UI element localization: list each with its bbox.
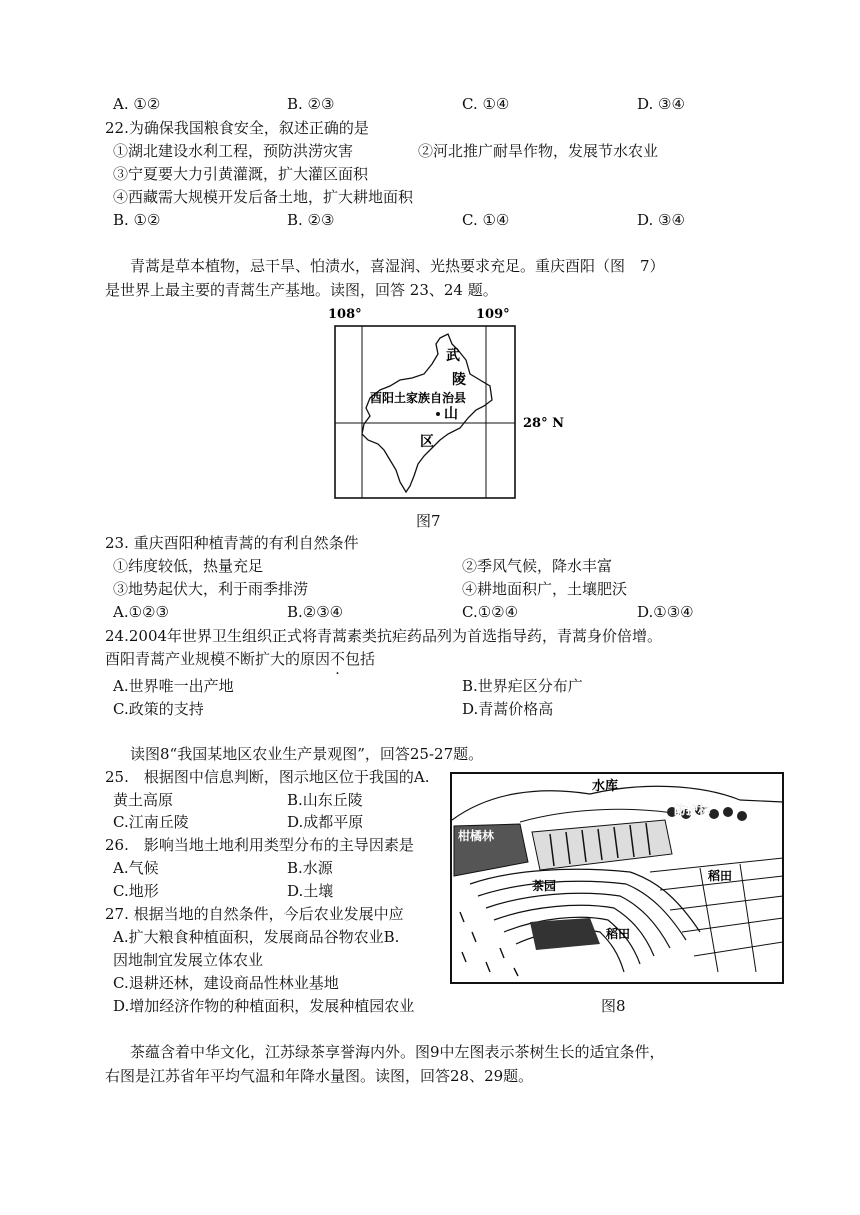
q25-option-a: 黄土高原 [113, 791, 174, 809]
q24-option-a: A.世界唯一出产地 [113, 677, 234, 695]
q22-option-d: D. ③④ [637, 211, 685, 229]
q25-option-d: D.成都平原 [287, 813, 364, 831]
q26-option-a: A.气候 [113, 859, 159, 877]
q23-option-a: A.①②③ [113, 603, 169, 621]
q24-option-c: C.政策的支持 [113, 700, 204, 718]
q23-item-4: ④耕地面积广，土壤肥沃 [462, 580, 628, 598]
fig7-lat-label: 28° N [523, 416, 564, 431]
q26-option-d: D.土壤 [287, 882, 334, 900]
q24-stem-part3: 包括 [345, 650, 376, 668]
q23-item-2: ②季风气候，降水丰富 [462, 557, 613, 575]
fig7-char-qu: 区 [420, 434, 434, 450]
fig8-label-orange-forest: 柑橘林 [458, 829, 495, 843]
q23-option-b: B.②③④ [287, 603, 344, 621]
figure-7-map [320, 300, 590, 530]
figure-8-landscape [450, 772, 784, 984]
q22-item-3: ③宁夏要大力引黄灌溉，扩大灌区面积 [113, 165, 369, 183]
fig7-lon-right: 109° [476, 307, 510, 322]
fig8-label-paddy-1: 稻田 [708, 869, 733, 883]
q24-stem-part1: 酉阳青蒿产业规模不断扩大的原因 [105, 650, 331, 668]
fig7-county-boundary [362, 334, 492, 492]
passage1-line1: 青蒿是草本植物，忌干旱、怕渍水，喜湿润、光热要求充足。重庆酉阳（图 7） [130, 257, 665, 275]
passage3-line2: 右图是江苏省年平均气温和年降水量图。读图，回答28、29题。 [105, 1067, 534, 1085]
q23-stem: 23. 重庆酉阳种植青蒿的有利自然条件 [105, 534, 359, 552]
q21-option-b: B. ②③ [287, 95, 335, 113]
q22-item-1: ①湖北建设水利工程，预防洪涝灾害 [113, 142, 354, 160]
q26-option-c: C.地形 [113, 882, 159, 900]
q22-item-4: ④西藏需大规模开发后备土地，扩大耕地面积 [113, 188, 414, 206]
q26-stem: 26. 影响当地土地利用类型分布的主导因素是 [105, 836, 414, 854]
q24-emphasis-not: 不 [330, 650, 346, 668]
q21-option-d: D. ③④ [637, 95, 685, 113]
q22-option-b: B. ②③ [287, 211, 335, 229]
fig7-char-shan: 山 [444, 406, 458, 422]
q27-stem: 27. 根据当地的自然条件，今后农业发展中应 [105, 905, 404, 923]
q25-option-b: B.山东丘陵 [287, 791, 363, 809]
q23-option-c: C.①②④ [462, 603, 519, 621]
fig7-lon-left: 108° [328, 307, 362, 322]
passage3-line1: 茶蕴含着中华文化，江苏绿茶享誉海内外。图9中左图表示茶树生长的适宜条件， [130, 1043, 665, 1061]
fig8-caption: 图8 [601, 997, 626, 1015]
q23-option-d: D.①③④ [637, 603, 694, 621]
q21-option-c: C. ①④ [462, 95, 510, 113]
q24-stem-line2 [105, 649, 375, 669]
q24-stem-line1: 24.2004年世界卫生组织正式将青蒿素类抗疟药品列为首选指导药，青蒿身价倍增。 [105, 627, 663, 645]
q24-option-d: D.青蒿价格高 [462, 700, 554, 718]
q26-option-b: B.水源 [287, 859, 333, 877]
passage2: 读图8“我国某地区农业生产景观图”，回答25-27题。 [130, 745, 484, 763]
q21-option-a: A. ①② [113, 95, 161, 113]
fig8-label-paddy-2: 稻田 [606, 927, 631, 941]
q22-item-2: ②河北推广耐旱作物，发展节水农业 [418, 142, 659, 160]
q27-line-1: A.扩大粮食种植面积，发展商品谷物农业B. [113, 928, 400, 946]
fig8-label-tea-garden: 茶园 [532, 879, 557, 893]
q27-line-2: 因地制宜发展立体农业 [113, 951, 264, 969]
fig7-caption: 图7 [416, 512, 441, 530]
fig7-char-wu: 武 [446, 348, 460, 364]
q22-option-a: B. ①② [113, 211, 161, 229]
q23-item-1: ①纬度较低，热量充足 [113, 557, 264, 575]
q27-line-3: C.退耕还林，建设商品性林业基地 [113, 974, 339, 992]
q25-option-c: C.江南丘陵 [113, 813, 189, 831]
fig7-char-ling: 陵 [452, 372, 466, 388]
passage1-line2: 是世界上最主要的青蒿生产基地。读图，回答 23、24 题。 [105, 281, 498, 299]
q24-option-b: B.世界疟区分布广 [462, 677, 583, 695]
q22-option-c: C. ①④ [462, 211, 510, 229]
fig7-county-seat-dot [436, 412, 440, 416]
fig8-label-reservoir: 水库 [592, 779, 619, 794]
fig7-county-name: 酉阳土家族自治县 [370, 391, 467, 405]
q25-stem: 25. 根据图中信息判断，图示地区位于我国的A. [105, 768, 430, 786]
q22-stem: 22.为确保我国粮食安全，叙述正确的是 [105, 119, 369, 137]
fig8-label-shelter-forest: 防护林 [674, 803, 711, 817]
q23-item-3: ③地势起伏大，利于雨季排涝 [113, 580, 309, 598]
q27-line-4: D.增加经济作物的种植面积，发展种植园农业 [113, 997, 415, 1015]
